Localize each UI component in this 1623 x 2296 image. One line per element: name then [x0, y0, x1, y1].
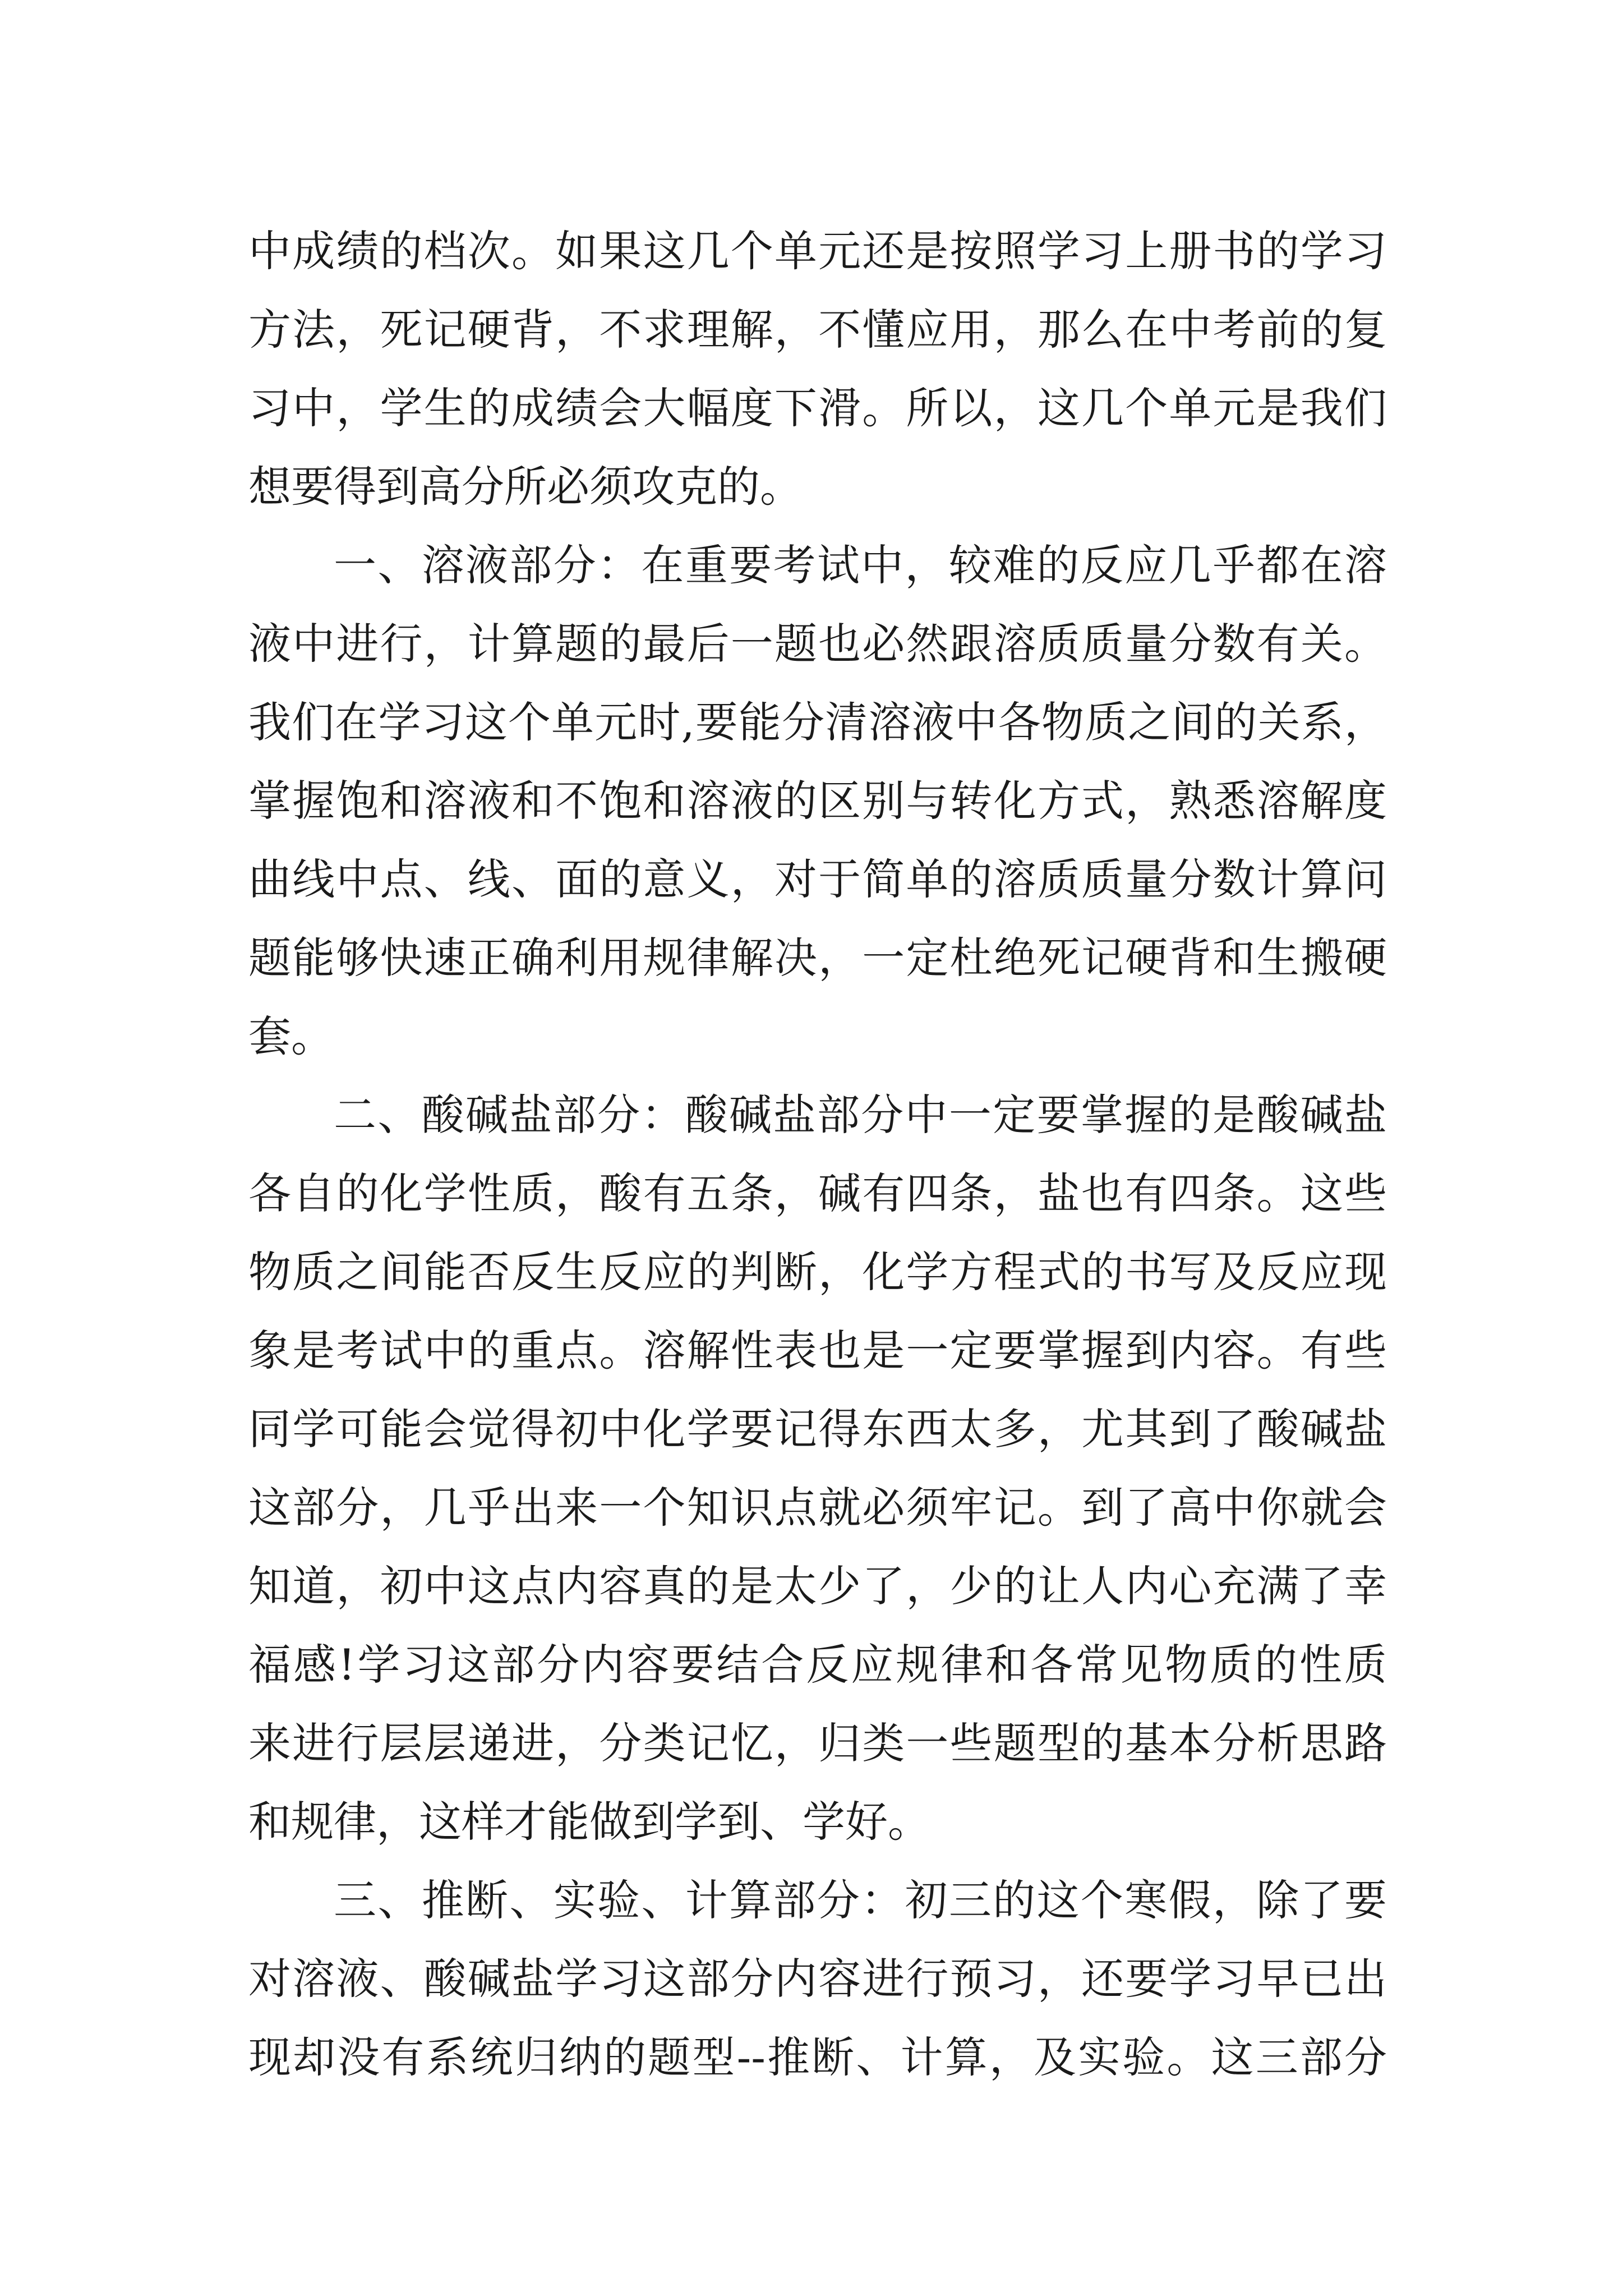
text-line: 三、推断、实验、计算部分：初三的这个寒假，除了要 — [334, 1875, 1387, 1925]
text-line: 二、酸碱盐部分：酸碱盐部分中一定要掌握的是酸碱盐 — [334, 1090, 1387, 1140]
text-line: 套。 — [248, 1011, 334, 1061]
text-line: 中成绩的档次。如果这几个单元还是按照学习上册书的学习 — [248, 226, 1387, 276]
text-line: 知道，初中这点内容真的是太少了，少的让人内心充满了幸 — [248, 1561, 1387, 1611]
text-line: 福感!学习这部分内容要结合反应规律和各常见物质的性质 — [248, 1640, 1387, 1690]
text-line: 对溶液、酸碱盐学习这部分内容进行预习，还要学习早已出 — [248, 1954, 1387, 2004]
text-line: 各自的化学性质，酸有五条，碱有四条，盐也有四条。这些 — [248, 1168, 1387, 1218]
text-line: 同学可能会觉得初中化学要记得东西太多，尤其到了酸碱盐 — [248, 1404, 1387, 1454]
text-line: 液中进行，计算题的最后一题也必然跟溶质质量分数有关。 — [248, 619, 1387, 669]
text-line: 想要得到高分所必须攻克的。 — [248, 462, 803, 512]
text-line: 来进行层层递进，分类记忆，归类一些题型的基本分析思路 — [248, 1718, 1387, 1768]
text-line: 象是考试中的重点。溶解性表也是一定要掌握到内容。有些 — [248, 1326, 1387, 1375]
text-line: 这部分，几乎出来一个知识点就必须牢记。到了高中你就会 — [248, 1483, 1387, 1533]
text-line: 习中，学生的成绩会大幅度下滑。所以，这几个单元是我们 — [248, 383, 1387, 433]
text-line: 掌握饱和溶液和不饱和溶液的区别与转化方式，熟悉溶解度 — [248, 776, 1387, 826]
document-body — [248, 212, 1387, 2097]
text-line: 题能够快速正确利用规律解决，一定杜绝死记硬背和生搬硬 — [248, 933, 1387, 983]
text-line: 和规律，这样才能做到学到、学好。 — [248, 1797, 930, 1847]
text-line: 现却没有系统归纳的题型--推断、计算，及实验。这三部分 — [248, 2032, 1387, 2082]
text-line: 曲线中点、线、面的意义，对于简单的溶质质量分数计算问 — [248, 854, 1387, 904]
text-line: 方法，死记硬背，不求理解，不懂应用，那么在中考前的复 — [248, 305, 1387, 355]
text-line: 我们在学习这个单元时,要能分清溶液中各物质之间的关系， — [248, 697, 1387, 747]
text-line: 一、溶液部分：在重要考试中，较难的反应几乎都在溶 — [334, 540, 1387, 590]
text-line: 物质之间能否反生反应的判断，化学方程式的书写及反应现 — [248, 1247, 1387, 1297]
